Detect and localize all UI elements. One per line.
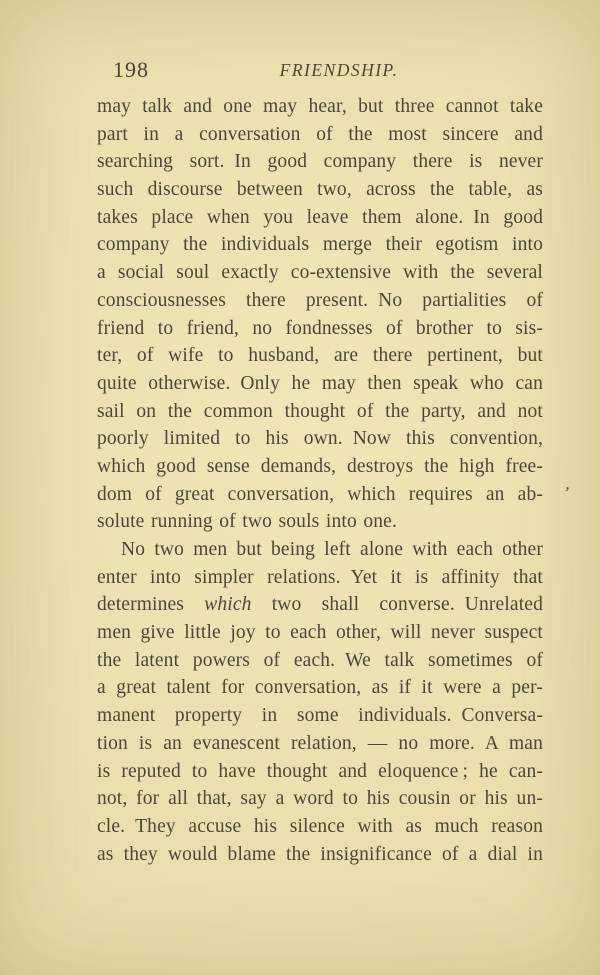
text-line: ter, of wife to husband, are there pertinent, but <box>97 345 543 367</box>
text-line: consciousnesses there present. No partialities of <box>97 289 543 311</box>
text-line: cle. They accuse his silence with as much reason <box>97 815 543 837</box>
text-line: takes place when you leave them alone. In good <box>97 206 543 228</box>
text-line: dom of great conversation, which requires an ab- <box>97 483 543 505</box>
text-line: such discourse between two, across the table, as <box>97 179 543 201</box>
text-line: manent property in some individuals. Conversa- <box>97 705 543 727</box>
text-line: is reputed to have thought and eloquence ; he can- <box>97 760 543 782</box>
text-line: not, for all that, say a word to his cousin or his un- <box>97 788 543 810</box>
paragraph-2 <box>97 536 543 868</box>
text-line-with-italic <box>97 591 543 619</box>
text-line: a great talent for conversation, as if it were a per- <box>97 677 543 699</box>
text-line: quite otherwise. Only he may then speak who can <box>97 372 543 394</box>
text-line: the latent powers of each. We talk sometimes of <box>97 649 543 671</box>
text-line: part in a conversation of the most sincere and <box>97 123 543 145</box>
paragraph-1 <box>97 93 543 536</box>
text-segment: two shall converse. Unrelated <box>251 594 543 616</box>
running-head-title: FRIENDSHIP. <box>279 60 399 80</box>
text-line: poorly limited to his own. Now this convention, <box>97 428 543 450</box>
running-header <box>97 57 543 85</box>
italic-word: which <box>204 594 252 616</box>
ink-speck: , <box>564 473 572 494</box>
text-line: enter into simpler relations. Yet it is affinity that <box>97 566 543 588</box>
text-line: tion is an evanescent relation, — no more. A man <box>97 732 543 754</box>
text-line: men give little joy to each other, will never suspect <box>97 622 543 644</box>
page-body-text <box>97 93 543 868</box>
text-line: company the individuals merge their egotism into <box>97 234 543 256</box>
text-line: sail on the common thought of the party, and not <box>97 400 543 422</box>
text-line: searching sort. In good company there is never <box>97 151 543 173</box>
text-line: friend to friend, no fondnesses of brother to sis- <box>97 317 543 339</box>
text-line: which good sense demands, destroys the high free- <box>97 455 543 477</box>
text-line: solute running of two souls into one. <box>97 511 397 533</box>
text-line: No two men but being left alone with each other <box>121 539 543 560</box>
text-line: may talk and one may hear, but three cannot take <box>97 96 543 117</box>
text-segment: determines <box>97 594 205 616</box>
text-line: as they would blame the insignificance of a dial in <box>97 843 543 865</box>
page-number: 198 <box>113 57 149 82</box>
text-line: a social soul exactly co-extensive with the several <box>97 262 543 284</box>
